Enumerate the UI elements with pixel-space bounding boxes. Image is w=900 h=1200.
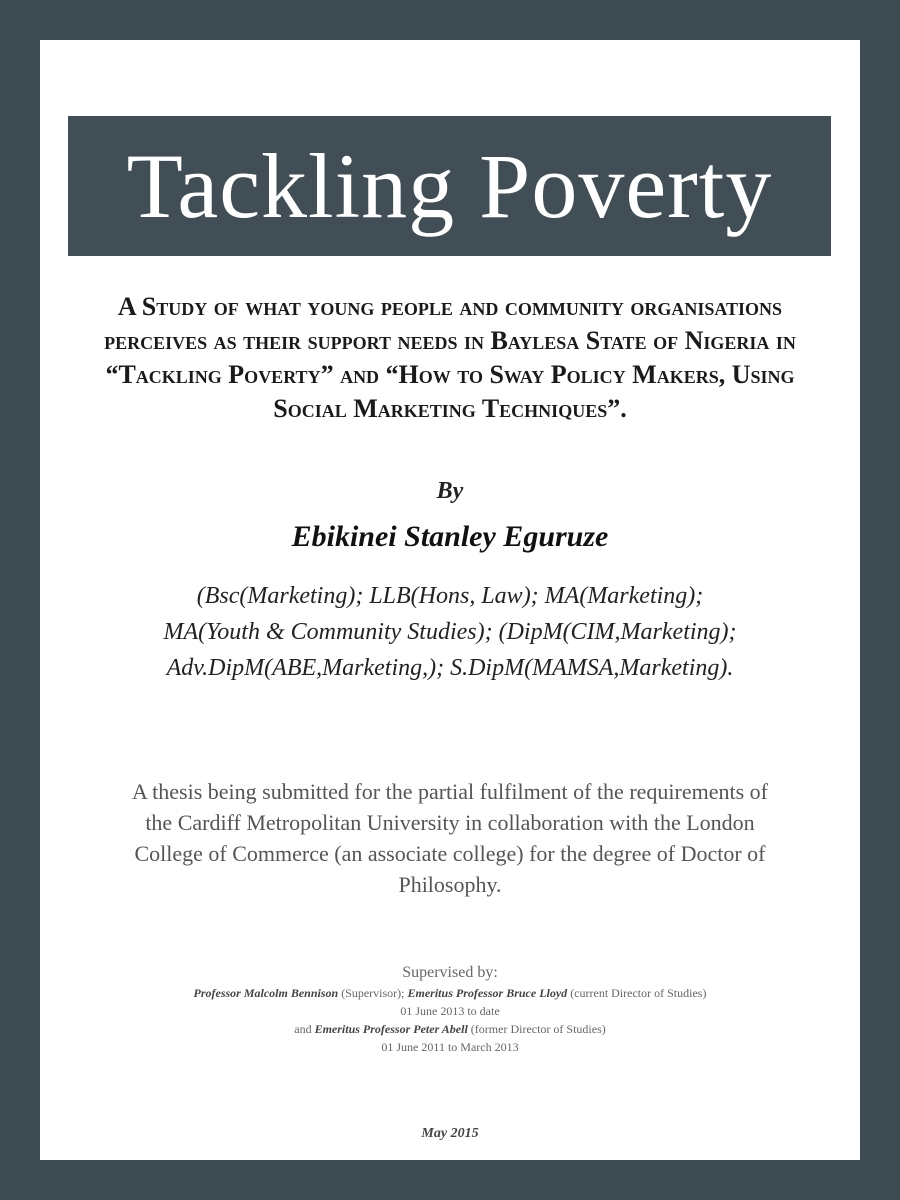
book-title: Tackling Poverty [126, 135, 773, 237]
qualification-line: MA(Youth & Community Studies); (DipM(CIM,Marketing); [163, 619, 737, 645]
supervised-heading: Supervised by: [402, 964, 498, 981]
supervision-block [60, 962, 840, 1056]
by-label: By [436, 478, 464, 504]
supervisor-role: (current Director of Studies) [567, 986, 707, 1000]
qualification-line: (Bsc(Marketing); LLB(Hons, Law); MA(Marketing); [196, 583, 704, 609]
author-name: Ebikinei Stanley Eguruze [291, 520, 609, 553]
cover-page [40, 40, 860, 1160]
supervisors-line [60, 984, 840, 1002]
and-label: and [294, 1022, 315, 1036]
title-band [68, 116, 831, 256]
supervisor-name: Emeritus Professor Peter Abell [314, 1022, 468, 1036]
subtitle: A Study of what young people and community organisations perceives as their support needs in Baylesa State of Nigeria in “Tackling Poverty” and “How to Sway Policy Makers, Using Social Marketing Techniques”. [104, 292, 796, 423]
qualification-line: Adv.DipM(ABE,Marketing,); S.DipM(MAMSA,Marketing). [166, 655, 734, 681]
thesis-statement: A thesis being submitted for the partial fulfilment of the requirements of the Cardiff Metropolitan University in collaboration with the London College of Commerce (an associate college) for the degree of Doctor of Philosophy. [131, 779, 768, 897]
supervisor-role: (Supervisor); [338, 986, 408, 1000]
publication-date: May 2015 [421, 1126, 479, 1141]
former-supervisor-line [60, 1020, 840, 1038]
supervision-period: 01 June 2011 to March 2013 [381, 1040, 519, 1054]
supervisor-role: (former Director of Studies) [467, 1022, 606, 1036]
supervision-period: 01 June 2013 to date [400, 1004, 500, 1018]
supervisor-name: Emeritus Professor Bruce Lloyd [407, 986, 568, 1000]
supervisor-name: Professor Malcolm Bennison [193, 986, 339, 1000]
qualifications [70, 578, 830, 686]
